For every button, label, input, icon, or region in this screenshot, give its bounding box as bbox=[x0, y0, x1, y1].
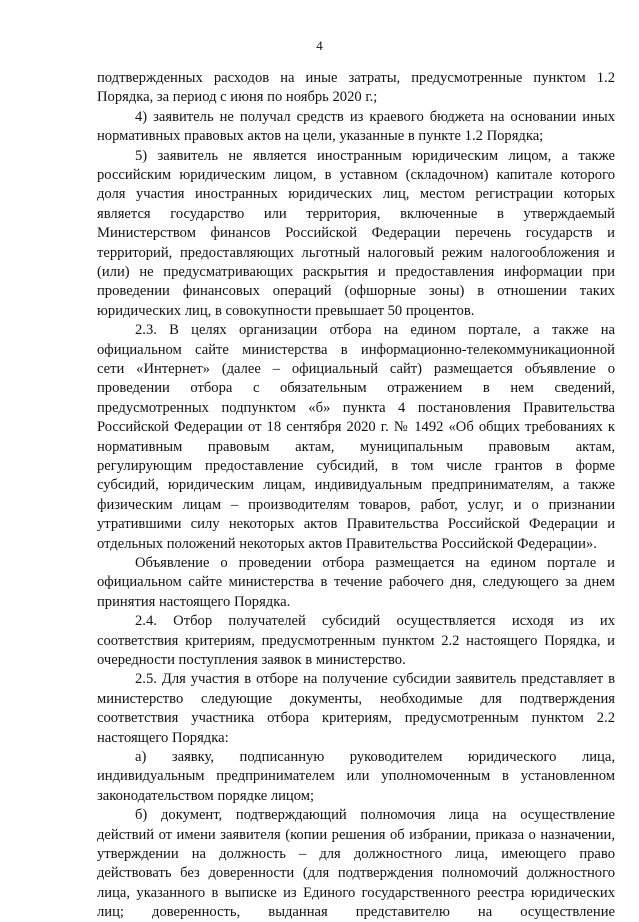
page-number: 4 bbox=[316, 38, 323, 53]
text-line: 2.4. Отбор получателей субсидий осуществляется исходя из их bbox=[135, 613, 615, 630]
text-line: Министерством финансов Российской Федерации перечень государств и bbox=[97, 225, 615, 242]
text-line: действовать без доверенности (для подтверждения полномочий должностного bbox=[97, 865, 615, 882]
text-line: субсидий, юридическим лицам, индивидуальным предпринимателям, а также bbox=[97, 477, 615, 494]
text-line: 2.5. Для участия в отборе на получение субсидии заявитель представляет в bbox=[135, 671, 615, 688]
text-line: действий от имени заявителя (копии решения об избрании, приказа о назначении, bbox=[97, 826, 615, 843]
text-line: российским юридическим лицом, в уставном (складочном) капитале которого bbox=[97, 167, 615, 183]
text-line: территорий, предоставляющих льготный налоговый режим налогообложения и bbox=[97, 244, 615, 261]
text-line: индивидуальным предпринимателем или уполномоченным в установленном bbox=[97, 768, 615, 785]
text-line: предусмотренных подпунктом «б» пункта 4 постановления Правительства bbox=[97, 399, 615, 416]
text-line: соответствия критериям, предусмотренным пунктом 2.2 настоящего Порядка, и bbox=[97, 632, 615, 649]
text-line: подтвержденных расходов на иные затраты, предусмотренные пунктом 1.2 bbox=[97, 70, 615, 86]
text-line: нормативных правовых актов на цели, указанные в пункте 1.2 Порядка; bbox=[97, 128, 544, 145]
text-line: 4) заявитель не получал средств из краевого бюджета на основании иных bbox=[135, 108, 615, 125]
text-line: Порядка, за период с июня по ноябрь 2020 г.; bbox=[97, 89, 378, 106]
text-line: является государство или территория, включенные в утверждаемый bbox=[97, 205, 615, 222]
text-line: настоящего Порядка: bbox=[97, 729, 229, 746]
text-line: нормативным правовым актам, муниципальным правовым актам, bbox=[97, 438, 615, 455]
text-line: 5) заявитель не является иностранным юридическим лицом, а также bbox=[135, 147, 615, 164]
text-line: утратившими силу некоторых актов Правительства Российской Федерации и bbox=[97, 516, 615, 533]
text-line: очередности поступления заявок в министерство. bbox=[97, 652, 406, 668]
text-line: Объявление о проведении отбора размещается на едином портале и bbox=[135, 555, 615, 571]
text-line: лиц; доверенность, выданная представителю на осуществление bbox=[97, 904, 615, 921]
text-line: официальном сайте министерства в течение рабочего дня, следующего за днем bbox=[97, 574, 615, 591]
text-line: (или) не предусматривающих раскрытия и предоставления информации при bbox=[97, 264, 615, 280]
text-line: проведении финансовых операций (офшорные зоны) в отношении таких bbox=[97, 283, 615, 300]
text-line: 2.3. В целях организации отбора на едином портале, а также на bbox=[135, 322, 615, 339]
text-line: Российской Федерации от 18 сентября 2020 г. № 1492 «Об общих требованиях к bbox=[97, 419, 615, 436]
text-line: а) заявку, подписанную руководителем юридического лица, bbox=[135, 749, 615, 765]
text-line: министерство следующие документы, необходимые для подтверждения bbox=[97, 690, 615, 707]
text-line: утверждении на должность – для должностного лица, имеющего право bbox=[97, 846, 615, 862]
text-line: лица, указанного в выписке из Единого государственного реестра юридических bbox=[97, 884, 615, 901]
text-line: физическим лицам – производителям товаров, работ, услуг, и о признании bbox=[97, 496, 615, 513]
text-line: б) документ, подтверждающий полномочия лица на осуществление bbox=[135, 807, 615, 824]
text-line: сети «Интернет» (далее – официальный сайт) размещается объявление о bbox=[97, 361, 615, 377]
text-line: соответствия участника отбора критериям, предусмотренным пунктом 2.2 bbox=[97, 710, 615, 727]
text-line: законодательством порядке лицом; bbox=[97, 787, 315, 804]
text-line: отдельных положений некоторых актов Правительства Российской Федерации». bbox=[97, 535, 597, 552]
text-line: официальном сайте министерства в информационно-телекоммуникационной bbox=[97, 341, 615, 358]
text-line: доля участия иностранных юридических лиц, местом регистрации которых bbox=[97, 186, 615, 203]
text-line: юридических лиц, в совокупности превышает 50 процентов. bbox=[97, 302, 475, 319]
text-line: проведении отбора с обязательным отражением в нем сведений, bbox=[97, 380, 615, 397]
text-line: принятия настоящего Порядка. bbox=[97, 593, 291, 610]
text-line: регулирующим предоставление субсидий, в том числе грантов в форме bbox=[97, 458, 615, 474]
